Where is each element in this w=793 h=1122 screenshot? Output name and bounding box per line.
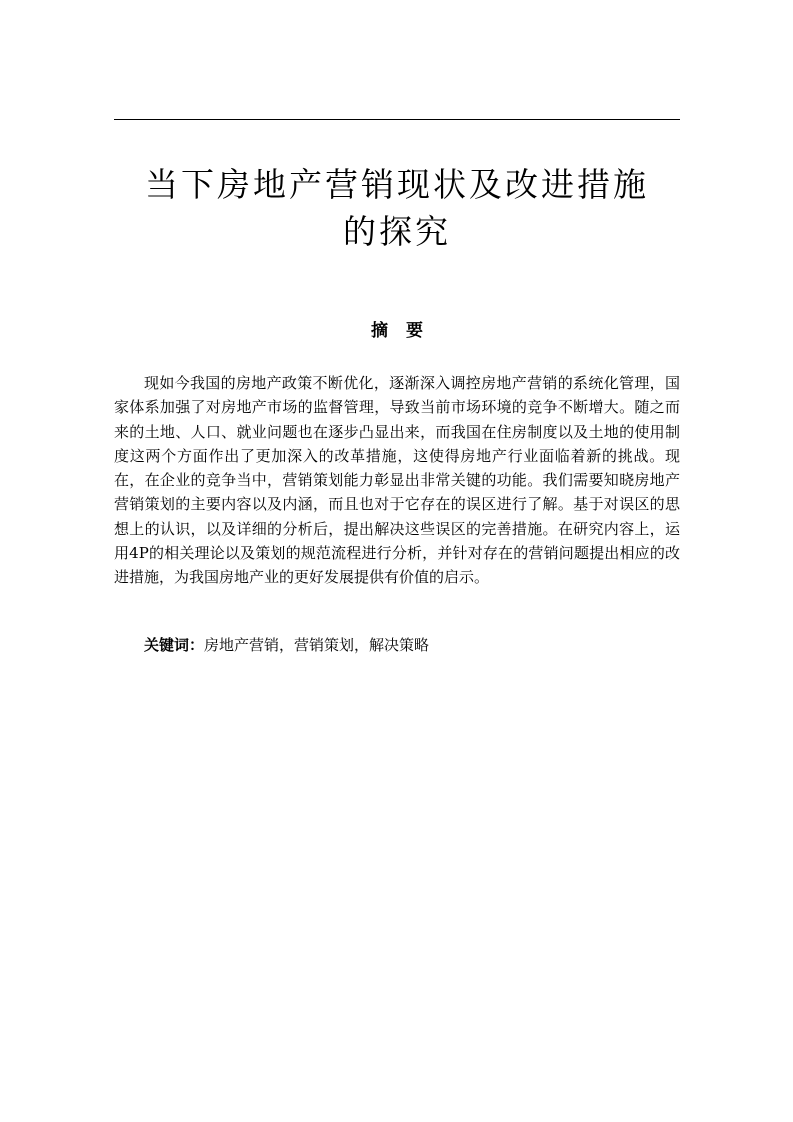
keywords-value: 房地产营销，营销策划，解决策略 (204, 636, 430, 654)
title-line-2: 的探究 (343, 212, 451, 251)
abstract-body: 现如今我国的房地产政策不断优化，逐渐深入调控房地产营销的系统化管理，国家体系加强了对房地产市场的监督管理，导致当前市场环境的竞争不断增大。随之而来的土地、人口、就业问题也在逐步凸显出来，而我国在住房制度以及土地的使用制度这两个方面作出了更加深入的改革措施，这使得房地产行业面临着新的挑战。现在，在企业的竞争当中，营销策划能力彰显出非常关键的功能。我们需要知晓房地产营销策划的主要内容以及内涵，而且也对于它存在的误区进行了解。基于对误区的思想上的认识，以及详细的分析后，提出解决这些误区的完善措施。在研究内容上，运用4P的相关理论以及策划的规范流程进行分析，并针对存在的营销问题提出相应的改进措施，为我国房地产业的更好发展提供有价值的启示。 (114, 374, 680, 587)
header-rule (114, 119, 680, 120)
keywords-line (114, 633, 680, 657)
keywords-label: 关键词： (144, 636, 205, 654)
document-title (114, 161, 680, 255)
abstract-heading: 摘要 (371, 321, 441, 341)
title-line-1: 当下房地产营销现状及改进措施 (145, 165, 649, 204)
